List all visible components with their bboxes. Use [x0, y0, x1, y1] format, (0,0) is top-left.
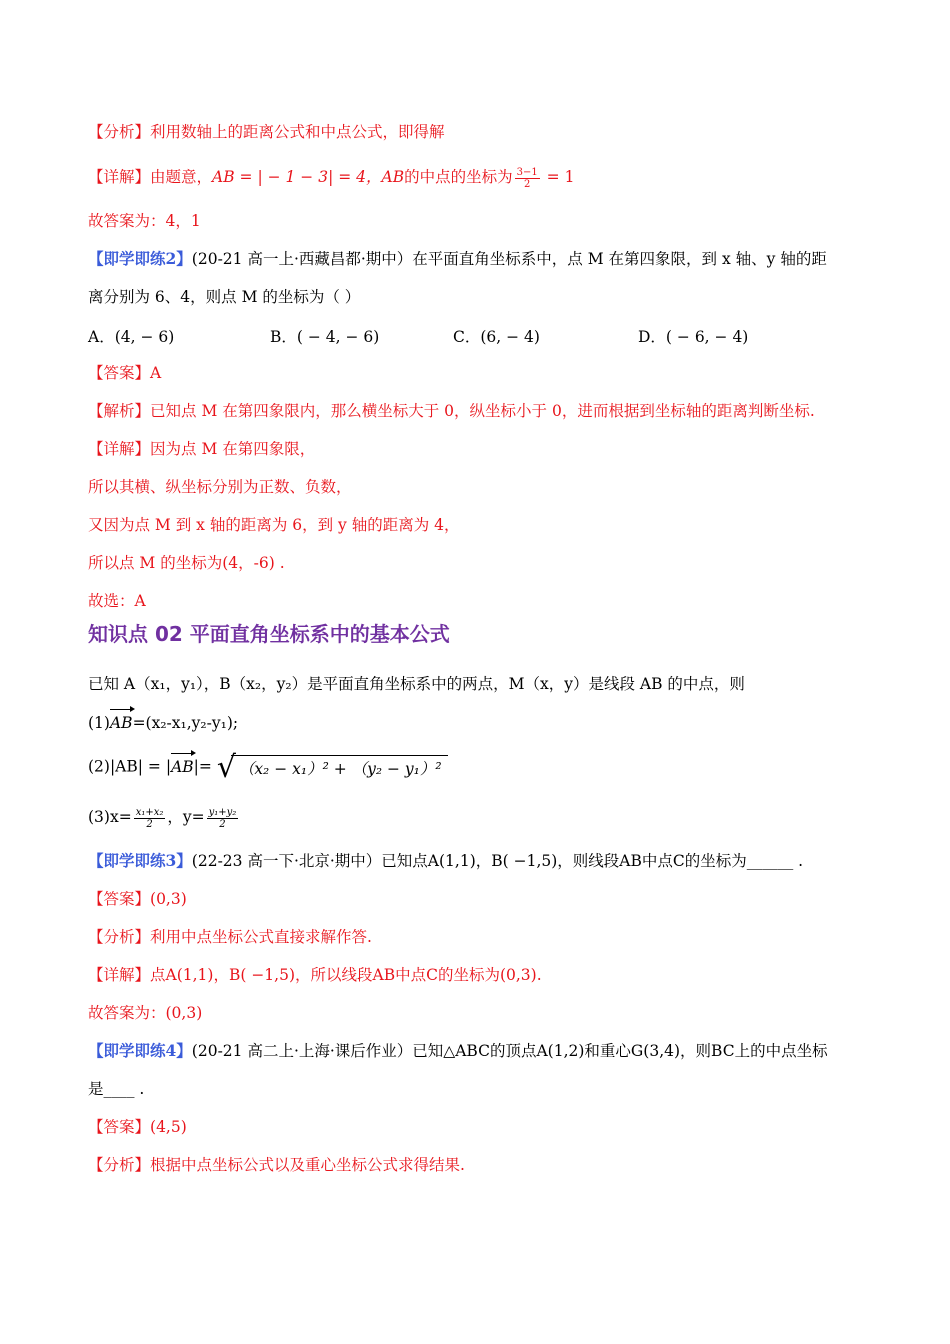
option-d: D．( − 6, − 4) [638, 328, 749, 346]
analysis-4-tag: 【分析】 [88, 1156, 151, 1174]
practice-2-tag: 【即学即练2】 [88, 249, 192, 268]
analysis-3-text: 利用中点坐标公式直接求解作答. [150, 928, 372, 946]
detail-line-1 [88, 166, 574, 190]
detail-tag: 【详解】 [88, 168, 151, 186]
formula-3-frac-y [207, 807, 239, 830]
vector-ab: AB [109, 714, 133, 732]
detail-3-tag: 【详解】 [88, 966, 151, 984]
option-b: B．( − 4, − 6) [270, 328, 380, 346]
option-a: A．(4, − 6) [88, 328, 175, 346]
analysis-4-text: 根据中点坐标公式以及重心坐标公式求得结果. [150, 1156, 465, 1174]
analysis-4 [88, 1154, 465, 1176]
formula-1 [88, 712, 238, 734]
formula-3 [88, 806, 240, 830]
frac-x-num: x₁+x₂ [135, 806, 164, 818]
formula-3-frac-x [134, 807, 166, 830]
sqrt-icon: √ [216, 750, 236, 785]
analysis-line-1 [88, 121, 445, 143]
sqrt-radicand: （x₂ − x₁）² + （y₂ − y₁）² [231, 755, 448, 780]
answer-4-text: (4,5) [150, 1118, 187, 1136]
practice-4-line-2: 是____ . [88, 1080, 145, 1098]
practice-3-text: (22-23 高一下·北京·期中）已知点A(1,1)，B( −1,5)，则线段AB中点C的坐标为______ . [191, 852, 804, 870]
detail-text-d: 的中点的坐标为 [404, 168, 513, 186]
formula-2 [88, 750, 448, 785]
answer-2 [88, 362, 161, 384]
formula-1-prefix: (1) [88, 714, 110, 732]
practice-4-tag: 【即学即练4】 [88, 1041, 192, 1060]
formula-3-x: (3)x= [88, 808, 132, 826]
frac-numerator: 3−1 [516, 166, 538, 178]
detail-2-line-1 [88, 438, 315, 460]
detail-2-line-4: 所以点 M 的坐标为(4，-6) . [88, 554, 285, 572]
detail-math-ab: AB = | − 1 − 3| = 4， [212, 168, 382, 186]
answer-3-tag: 【答案】 [88, 890, 151, 908]
answer-4 [88, 1116, 187, 1138]
option-c: C．(6, − 4) [453, 328, 540, 346]
formula-2-prefix: (2)|AB| = | [88, 757, 172, 776]
explain-2-text: 已知点 M 在第四象限内，那么横坐标大于 0，纵坐标小于 0，进而根据到坐标轴的距离判断坐标. [150, 402, 815, 420]
answer-2-text: A [150, 364, 162, 382]
analysis-3 [88, 926, 372, 948]
knowledge-intro: 已知 A（x₁，y₁），B（x₂，y₂）是平面直角坐标系中的两点，M（x，y）是线段 AB 的中点，则 [88, 675, 745, 693]
detail-2-line-3: 又因为点 M 到 x 轴的距离为 6，到 y 轴的距离为 4， [88, 516, 460, 534]
answer-4-tag: 【答案】 [88, 1118, 151, 1136]
frac-y-num: y₁+y₂ [208, 806, 237, 818]
practice-2-line-2: 离分别为 6、4，则点 M 的坐标为（ ） [88, 288, 361, 306]
detail-2-line-5: 故选：A [88, 592, 146, 610]
detail-math-ab2: AB [381, 168, 405, 186]
detail-3-text: 点A(1,1)，B( −1,5)，所以线段AB中点C的坐标为(0,3). [150, 966, 542, 984]
detail-fraction [515, 167, 540, 190]
sqrt-expression [216, 750, 448, 785]
answer-3-text: (0,3) [150, 890, 187, 908]
practice-3-tag: 【即学即练3】 [88, 851, 192, 870]
explain-2-tag: 【解析】 [88, 402, 151, 420]
formula-1-body: =(x₂-x₁,y₂-y₁); [132, 714, 239, 732]
detail-text-e: = 1 [541, 168, 575, 186]
practice-3 [88, 850, 803, 872]
answer-3 [88, 888, 187, 910]
detail-2-text: 因为点 M 在第四象限， [150, 440, 316, 458]
frac-y-den: 2 [219, 818, 226, 830]
answer-line-1: 故答案为：4，1 [88, 212, 201, 230]
frac-denominator: 2 [523, 178, 531, 190]
formula-3-y: ，y= [167, 808, 205, 826]
detail-3 [88, 964, 542, 986]
section-heading: 知识点 02 平面直角坐标系中的基本公式 [88, 622, 450, 646]
detail-2-tag: 【详解】 [88, 440, 151, 458]
analysis-tag: 【分析】 [88, 123, 151, 141]
detail-2-line-2: 所以其横、纵坐标分别为正数、负数， [88, 478, 352, 496]
practice-2-line-1 [88, 248, 827, 270]
vector-ab-2: AB [171, 757, 194, 776]
practice-2-text: (20-21 高一上·西藏昌都·期中）在平面直角坐标系中，点 M 在第四象限，到 x 轴、y 轴的距 [191, 250, 827, 268]
detail-text-a: 由题意， [150, 168, 213, 186]
frac-x-den: 2 [146, 818, 153, 830]
analysis-text: 利用数轴上的距离公式和中点公式，即得解 [150, 123, 445, 141]
analysis-3-tag: 【分析】 [88, 928, 151, 946]
explain-2 [88, 400, 815, 422]
practice-4-line-1 [88, 1040, 828, 1062]
formula-2-eq: |= [193, 757, 212, 776]
practice-4-text: (20-21 高二上·上海·课后作业）已知△ABC的顶点A(1,2)和重心G(3,4)，则BC上的中点坐标 [191, 1042, 828, 1060]
answer-3-final: 故答案为：(0,3) [88, 1004, 203, 1022]
answer-2-tag: 【答案】 [88, 364, 151, 382]
